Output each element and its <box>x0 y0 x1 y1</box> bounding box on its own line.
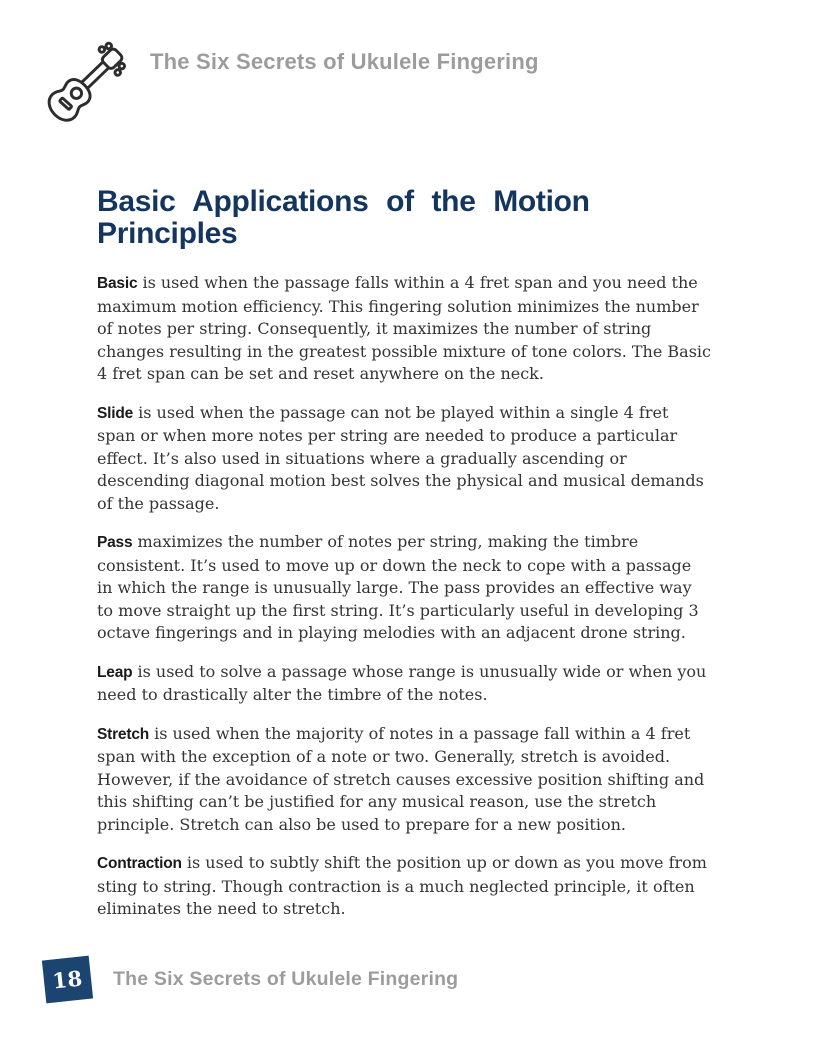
principle-paragraph <box>97 272 711 386</box>
section-heading: Basic Applications of the Motion Principles <box>97 185 590 250</box>
principle-text: is used to subtly shift the position up or down as you move from sting to string. Though contraction is a much neglected principle, it often eliminates the need to stretch. <box>97 853 707 918</box>
principle-text: is used to solve a passage whose range is unusually wide or when you need to drastically alter the timbre of the notes. <box>97 661 707 704</box>
principle-lead: Slide <box>97 404 134 422</box>
principle-text: is used when the majority of notes in a passage fall within a 4 fret span with the exception of a note or two. Generally, stretch is avoided. However, if the avoidance of stretch causes excessive position shifting and this shifting can’t be justified for any musical reason, use the stretch principle. Stretch can also be used to prepare for a new position. <box>97 723 705 834</box>
principle-lead: Leap <box>97 663 133 681</box>
content <box>97 186 711 937</box>
principle-text: maximizes the number of notes per string, making the timbre consistent. It’s used to move up or down the neck to cope with a passage in which the range is unusually large. The pass provides an effective way to move straight up the first string. It’s particularly useful in developing 3 octave fingerings and in playing melodies with an adjacent drone string. <box>97 532 699 642</box>
principle-text: is used when the passage falls within a 4 fret span and you need the maximum motion efficiency. This fingering solution minimizes the number of notes per string. Consequently, it maximizes the number of string changes resulting in the greatest possible mixture of tone colors. The Basic 4 fret span can be set and reset anywhere on the neck. <box>97 273 711 383</box>
principle-lead: Stretch <box>97 725 150 743</box>
principle-paragraphs <box>97 272 711 921</box>
footer-title: The Six Secrets of Ukulele Fingering <box>113 968 459 990</box>
principle-lead: Basic <box>97 275 138 292</box>
principle-paragraph <box>97 661 711 707</box>
principle-lead: Pass <box>97 534 133 551</box>
ukulele-icon <box>40 36 132 132</box>
principle-paragraph <box>97 723 711 837</box>
principle-paragraph <box>97 531 711 645</box>
header-title: The Six Secrets of Ukulele Fingering <box>150 49 539 74</box>
page-header <box>40 36 539 132</box>
principle-paragraph <box>97 852 711 921</box>
page-number: 18 <box>51 965 84 994</box>
page-number-badge <box>42 956 93 1004</box>
page-footer <box>44 958 458 1001</box>
principle-text: is used when the passage can not be played within a single 4 fret span or when more notes per string are needed to produce a particular effect. It’s also used in situations where a gradually ascending or descending diagonal motion best solves the physical and musical demands of the passage. <box>97 402 704 513</box>
principle-paragraph <box>97 402 711 516</box>
principle-lead: Contraction <box>97 855 182 872</box>
